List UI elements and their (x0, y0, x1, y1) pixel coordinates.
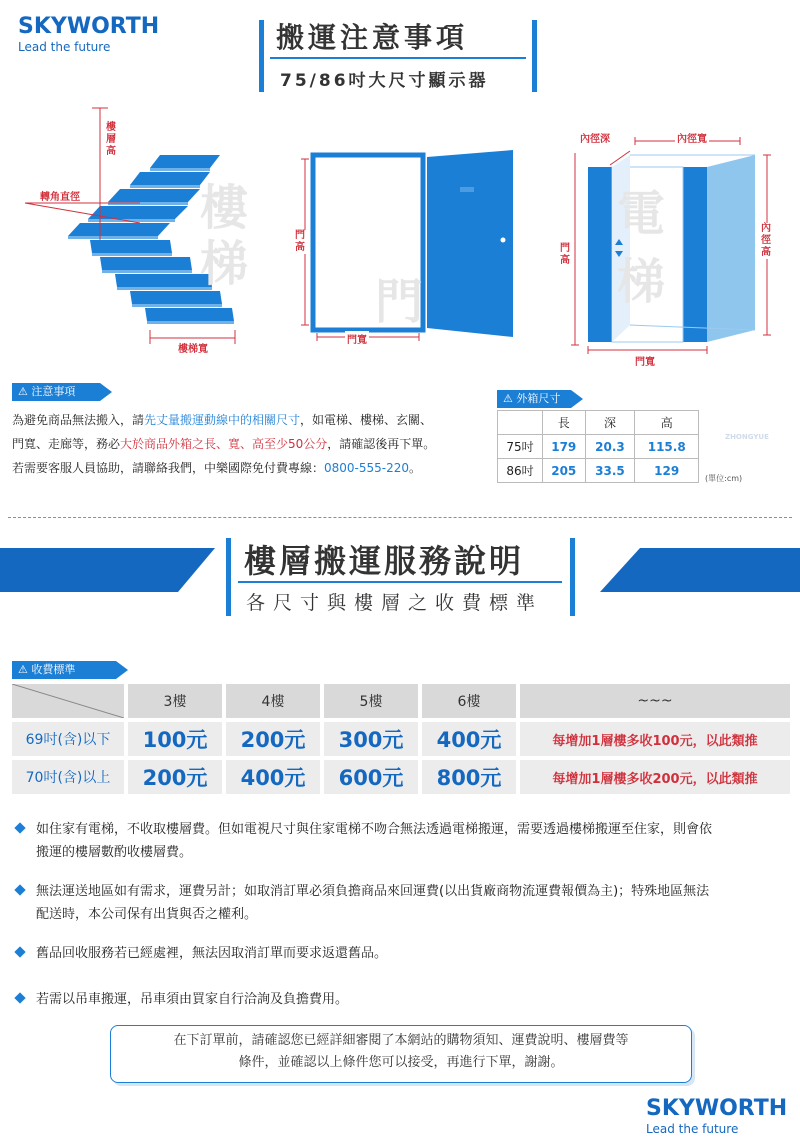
title-right-bar (532, 20, 537, 92)
box-unit: (單位:cm) (705, 474, 743, 483)
warning-icon: ⚠ (503, 392, 517, 405)
brand-logo: SKYWORTH (18, 14, 160, 39)
stairs-ghost-text: 樓梯 (200, 180, 249, 292)
service-subtitle: 各尺寸與樓層之收費標準 (246, 592, 544, 614)
box-size-table (497, 410, 699, 483)
fee-header: 5樓 (322, 684, 420, 720)
inner-width-label: 內徑寬 (675, 130, 709, 145)
diamond-bullet-icon (14, 822, 25, 833)
page-title: 搬運注意事項 (276, 21, 469, 54)
confirm-line-1: 在下訂單前，請確認您已經詳細審閱了本網站的購物須知、運費說明、樓層費等 (173, 1033, 629, 1048)
page-subtitle: 75/86吋大尺寸顯示器 (280, 71, 489, 91)
title-divider (270, 57, 526, 59)
door-diagram (285, 145, 525, 355)
table-row: 69吋(含)以下 100元 200元 300元 400元 每增加1層樓多收100元，以此類推 (12, 720, 790, 758)
box-header: 高 (635, 411, 699, 435)
footer-brand-slogan: Lead the future (646, 1122, 739, 1136)
section-divider (8, 517, 792, 518)
stair-height-label: 樓層高 (106, 122, 116, 157)
inner-depth-label: 內徑深 (580, 134, 610, 145)
elevator-door-width-label: 門寬 (635, 357, 655, 368)
stair-width-label: 樓梯寬 (178, 344, 208, 355)
box-watermark: ZHONGYUE (725, 433, 769, 441)
fee-header: ~~~ (518, 684, 790, 720)
fee-header: 4樓 (224, 684, 322, 720)
inner-height-label: 內徑高 (761, 223, 771, 258)
service-title: 樓層搬運服務說明 (244, 542, 525, 580)
brand-slogan: Lead the future (18, 40, 111, 54)
box-header: 長 (543, 411, 586, 435)
list-item: 若需以吊車搬運，吊車須由買家自行洽詢及負擔費用。 (16, 988, 792, 1011)
table-row: 86吋 205 33.5 129 (498, 459, 699, 483)
elevator-diagram (555, 125, 800, 368)
fee-tag: ⚠ 收費標準 (12, 661, 116, 679)
warning-icon: ⚠ (18, 385, 32, 398)
list-item: 舊品回收服務若已經處裡，無法因取消訂單而要求返還舊品。 (16, 942, 792, 965)
fee-corner (12, 684, 126, 720)
box-size-tag: ⚠ 外箱尺寸 (497, 390, 571, 408)
stairs-diagram (20, 100, 260, 355)
fee-header: 3樓 (126, 684, 224, 720)
confirm-line-2: 條件，並確認以上條件您可以接受，再進行下單，謝謝。 (238, 1055, 564, 1070)
elevator-door-height-label: 門高 (560, 243, 570, 266)
footer-brand-logo: SKYWORTH (646, 1096, 788, 1121)
diamond-bullet-icon (14, 884, 25, 895)
service-left-bar (226, 538, 231, 616)
table-row: 75吋 179 20.3 115.8 (498, 435, 699, 459)
notice-tag: ⚠ 注意事項 (12, 383, 100, 401)
fee-table (12, 684, 790, 794)
door-ghost-text: 門 (375, 274, 424, 330)
list-item: 如住家有電梯，不收取樓層費。但如電視尺寸與住家電梯不吻合無法透過電梯搬運，需要透過樓梯搬運至住家，則會依 搬運的樓層數酌收樓層費。 (16, 818, 792, 864)
service-right-bar (570, 538, 575, 616)
diamond-bullet-icon (14, 992, 25, 1003)
notice-text: 為避免商品無法搬入，請先丈量搬運動線中的相關尺寸，如電梯、樓梯、玄關、 門寬、走廊等，務必大於商品外箱之長、寬、高至少50公分，請確認後再下單。 若需要客服人員協助，請聯絡我們，中樂國際免付費專線：0800-555-220。 (12, 413, 436, 475)
table-row: 70吋(含)以上 200元 400元 600元 800元 每增加1層樓多收200元，以此類推 (12, 758, 790, 794)
box-header: 深 (585, 411, 635, 435)
turn-diameter-label: 轉角直徑 (40, 192, 80, 203)
title-left-bar (259, 20, 264, 92)
diamond-bullet-icon (14, 946, 25, 957)
door-width-label: 門寬 (345, 331, 369, 346)
confirm-box (110, 1025, 692, 1083)
elevator-ghost-text: 電梯 (617, 186, 666, 310)
list-item: 無法運送地區如有需求，運費另計；如取消訂單必須負擔商品來回運費(以出貨廠商物流運費報價為主)；特殊地區無法 配送時，本公司保有出貨與否之權利。 (16, 880, 792, 926)
fee-header: 6樓 (420, 684, 518, 720)
warning-icon: ⚠ (18, 663, 32, 676)
door-height-label: 門高 (295, 230, 305, 253)
